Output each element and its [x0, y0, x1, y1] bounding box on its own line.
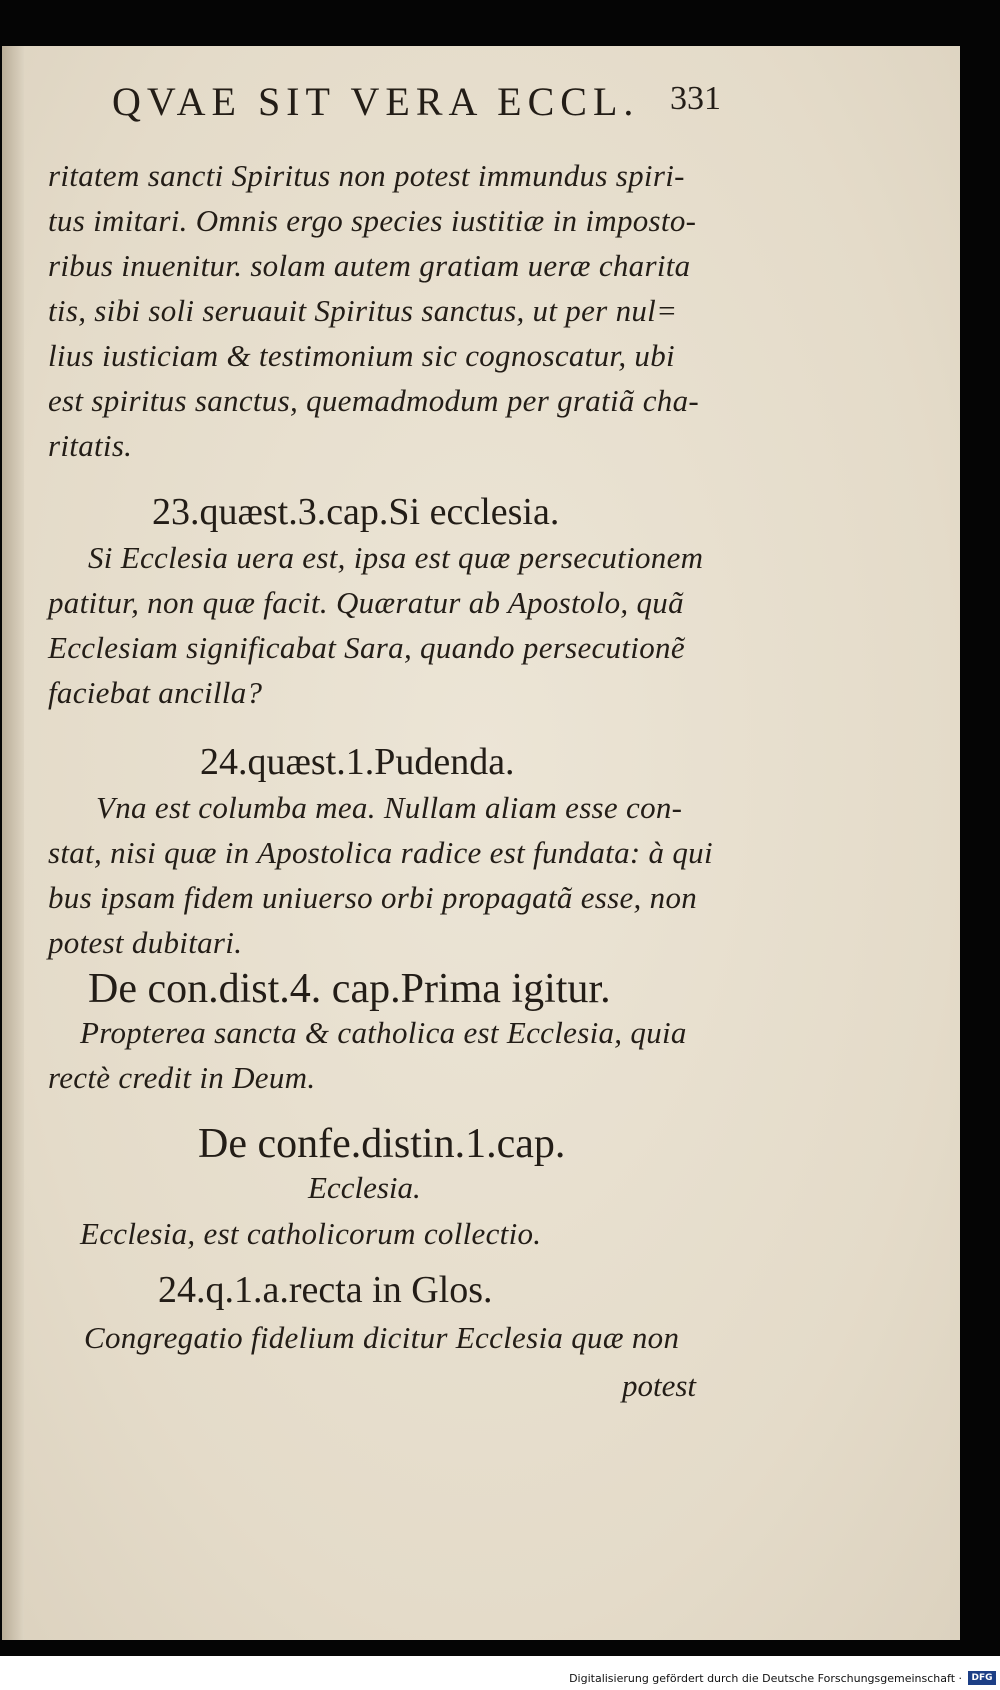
text-line: faciebat ancilla?: [48, 675, 263, 710]
text-line: Vna est columba mea. Nullam aliam esse con-: [96, 790, 683, 825]
running-head: QVAE SIT VERA ECCL.: [112, 79, 640, 124]
text-line: bus ipsam fidem uniuerso orbi propagatã esse, non: [48, 880, 698, 915]
page-number: 331: [670, 80, 721, 117]
text-line: stat, nisi quæ in Apostolica radice est fundata: à qui: [48, 835, 713, 870]
section-subheading: Ecclesia.: [308, 1170, 421, 1205]
funding-notice: Digitalisierung gefördert durch die Deutsche Forschungsgemeinschaft ·: [569, 1672, 962, 1685]
text-line: Congregatio fidelium dicitur Ecclesia quæ non: [84, 1320, 680, 1355]
catchword: potest: [622, 1368, 697, 1403]
text-line: Ecclesiam significabat Sara, quando persecutionẽ: [48, 630, 685, 665]
section-heading: 23.quæst.3.cap.Si ecclesia.: [152, 491, 560, 533]
section-heading: 24.quæst.1.Pudenda.: [200, 741, 515, 783]
dfg-logo-icon: DFG: [968, 1671, 996, 1685]
section-heading: De con.dist.4. cap.Prima igitur.: [88, 966, 611, 1012]
text-line: rectè credit in Deum.: [48, 1060, 316, 1095]
text-line: tus imitari. Omnis ergo species iustitiæ in imposto-: [48, 203, 697, 238]
text-line: Ecclesia, est catholicorum collectio.: [80, 1216, 542, 1251]
text-line: lius iusticiam & testimonium sic cognoscatur, ubi: [48, 338, 675, 373]
page-gutter-shadow: [2, 46, 24, 1640]
text-line: Si Ecclesia uera est, ipsa est quæ persecutionem: [88, 540, 704, 575]
text-line: patitur, non quæ facit. Quæratur ab Apostolo, quã: [48, 585, 684, 620]
text-line: Propterea sancta & catholica est Ecclesia, quia: [80, 1015, 687, 1050]
text-line: ritatis.: [48, 428, 133, 463]
text-line: tis, sibi soli seruauit Spiritus sanctus, ut per nul=: [48, 293, 678, 328]
text-line: ribus inuenitur. solam autem gratiam ueræ charita: [48, 248, 691, 283]
text-line: est spiritus sanctus, quemadmodum per gratiã cha-: [48, 383, 700, 418]
section-heading: 24.q.1.a.recta in Glos.: [158, 1269, 493, 1311]
text-line: ritatem sancti Spiritus non potest immundus spiri-: [48, 158, 685, 193]
section-heading: De confe.distin.1.cap.: [198, 1121, 566, 1167]
text-line: potest dubitari.: [48, 925, 243, 960]
